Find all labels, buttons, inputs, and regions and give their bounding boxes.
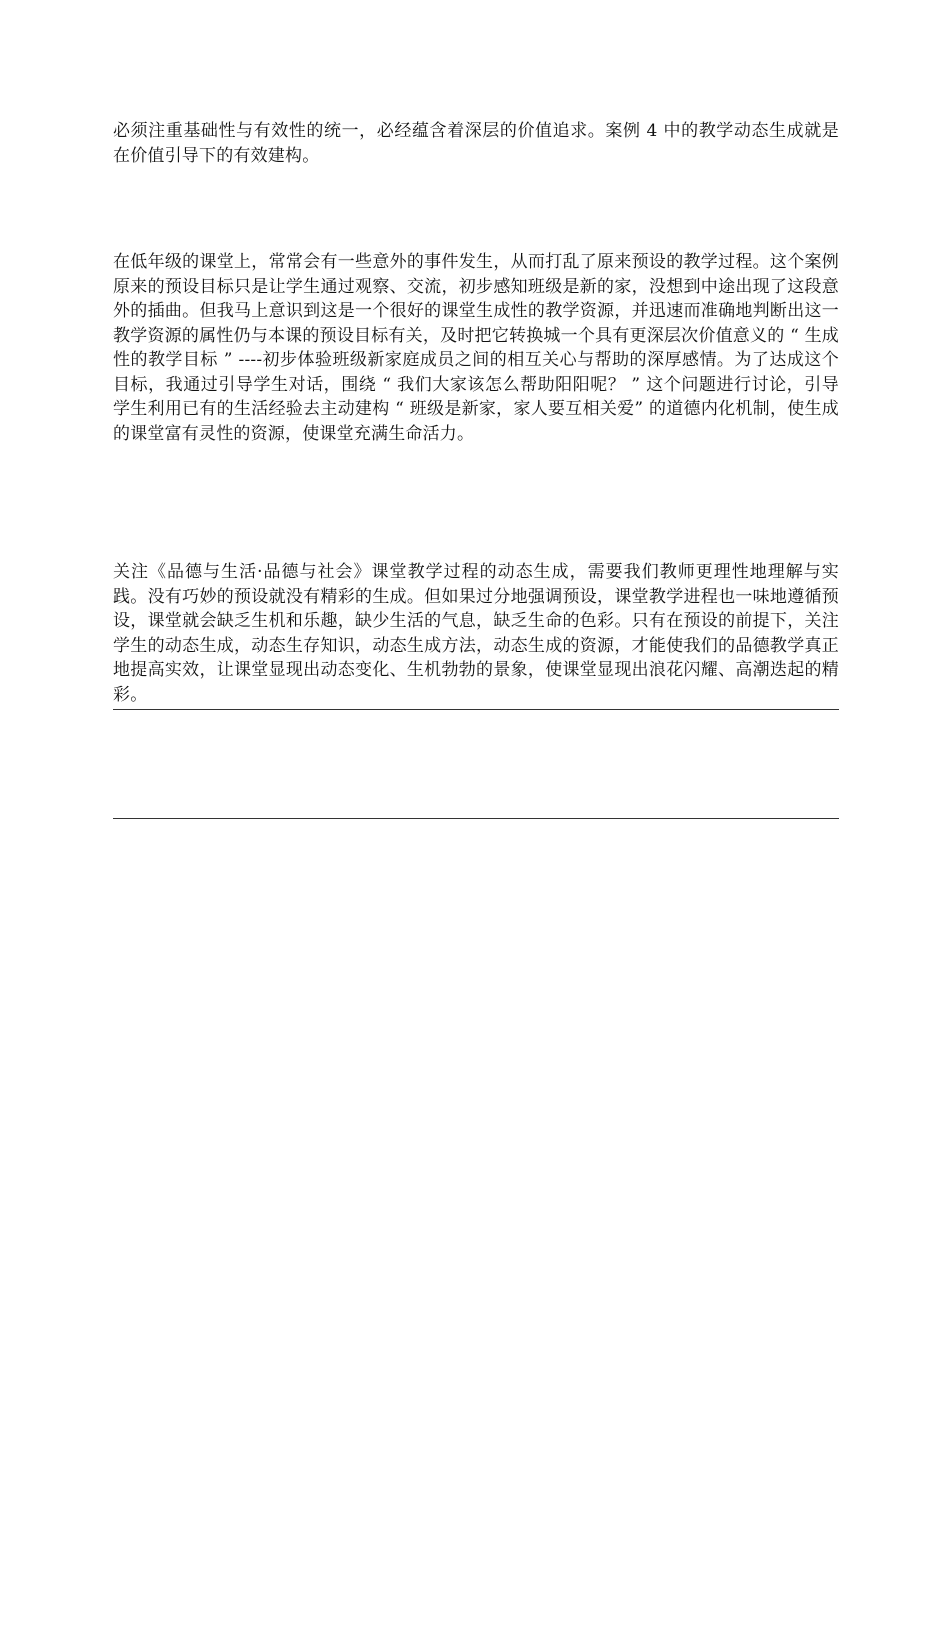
- paragraph-3: 关注《品德与生活·品德与社会》课堂教学过程的动态生成，需要我们教师更理性地理解与实践。没有巧妙的预设就没有精彩的生成。但如果过分地强调预设，课堂教学进程也一味地遵循预设，课堂就会缺乏生机和乐趣，缺少生活的气息，缺乏生命的色彩。只有在预设的前提下，关注学生的动态生成，动态生存知识，动态生成方法，动态生成的资源，才能使我们的品德教学真正地提高实效，让课堂显现出动态变化、生机勃勃的景象，使课堂显现出浪花闪耀、高潮迭起的精彩。: [113, 562, 839, 705]
- horizontal-rule: [113, 818, 839, 819]
- paragraph-2: 在低年级的课堂上，常常会有一些意外的事件发生，从而打乱了原来预设的教学过程。这个案例原来的预设目标只是让学生通过观察、交流，初步感知班级是新的家，没想到中途出现了这段意外的插曲。但我马上意识到这是一个很好的课堂生成性的教学资源，并迅速而准确地判断出这一教学资源的属性仍与本课的预设目标有关，及时把它转换城一个具有更深层次价值意义的 “ 生成性的教学目标 ” ----初步体验班级新家庭成员之间的相互关心与帮助的深厚感情。为了达成这个目标，我通过引导学生对话，围绕 “ 我们大家该怎么帮助阳阳呢？ ” 这个问题进行讨论，引导学生利用已有的生活经验去主动建构 “ 班级是新家，家人要互相关爱” 的道德内化机制，使生成的课堂富有灵性的资源，使课堂充满生命活力。: [113, 252, 839, 444]
- horizontal-rule: [113, 709, 839, 710]
- paragraph-1: 必须注重基础性与有效性的统一，必经蕴含着深层的价值追求。案例 4 中的教学动态生成就是在价值引导下的有效建构。: [113, 121, 839, 166]
